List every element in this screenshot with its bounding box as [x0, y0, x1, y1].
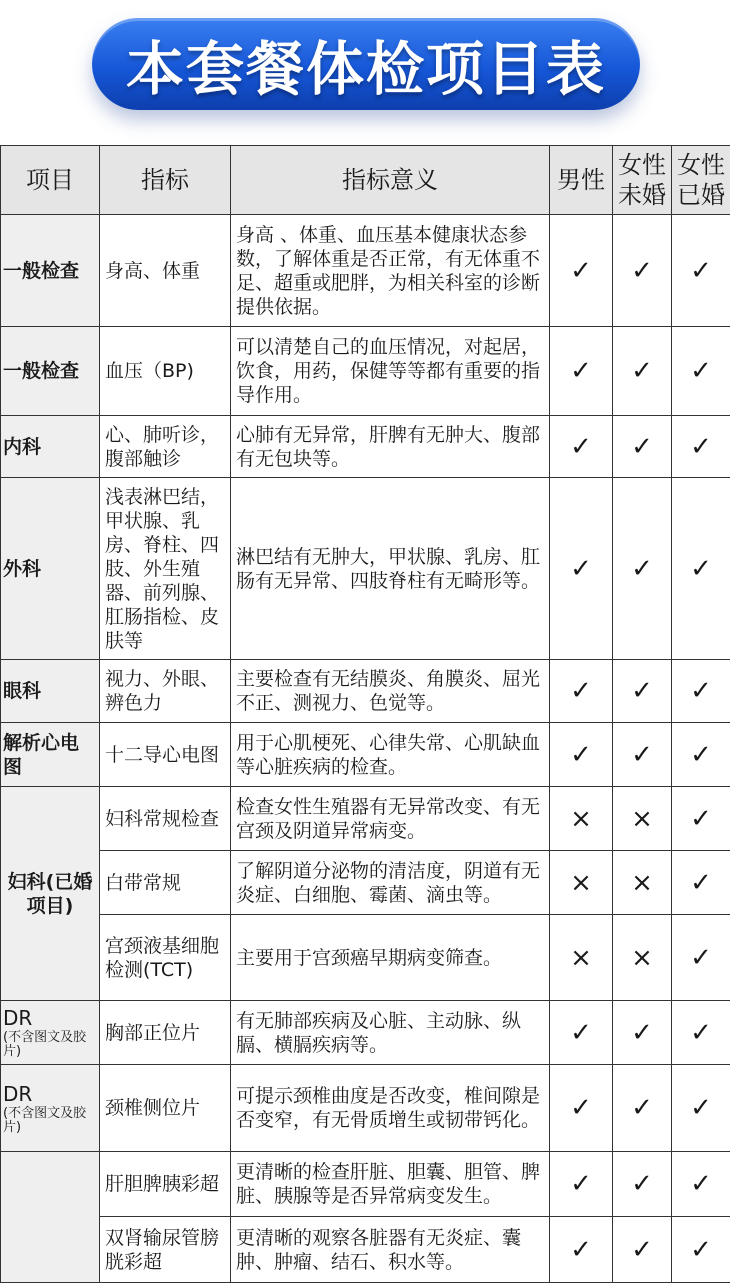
female-single-mark: × — [613, 851, 672, 915]
row-meaning: 可以清楚自己的血压情况，对起居，饮食，用药，保健等等都有重要的指导作用。 — [231, 327, 550, 416]
header-indicator: 指标 — [100, 146, 231, 215]
dr-label: DR — [3, 1006, 32, 1030]
row-category: 妇科(已婚项目) — [1, 787, 100, 1001]
female-married-mark: ✓ — [672, 851, 730, 915]
female-single-mark: ✓ — [613, 1065, 672, 1152]
male-mark: ✓ — [550, 416, 613, 478]
row-meaning: 身高 、体重、血压基本健康状态参数，了解体重是否正常，有无体重不足、超重或肥胖，为相关科室的诊断提供依据。 — [231, 215, 550, 327]
male-mark: ✓ — [550, 1065, 613, 1152]
male-mark: ✓ — [550, 478, 613, 660]
row-indicator: 白带常规 — [100, 851, 231, 915]
male-mark: ✓ — [550, 215, 613, 327]
male-mark: ✓ — [550, 1217, 613, 1283]
row-indicator: 胸部正位片 — [100, 1001, 231, 1065]
row-indicator: 肝胆脾胰彩超 — [100, 1152, 231, 1217]
row-meaning: 更清晰的观察各脏器有无炎症、囊肿、肿瘤、结石、积水等。 — [231, 1217, 550, 1283]
table-row — [1, 1065, 730, 1152]
row-indicator: 十二导心电图 — [100, 723, 231, 787]
row-meaning: 检查女性生殖器有无异常改变、有无宫颈及阴道异常病变。 — [231, 787, 550, 851]
row-indicator: 妇科常规检查 — [100, 787, 231, 851]
table-row — [1, 1217, 730, 1283]
header-male: 男性 — [550, 146, 613, 215]
table-row — [1, 723, 730, 787]
table-row — [1, 1152, 730, 1217]
table-row — [1, 851, 730, 915]
header-female-single: 女性未婚 — [613, 146, 672, 215]
row-meaning: 更清晰的检查肝脏、胆囊、胆管、脾脏、胰腺等是否异常病变发生。 — [231, 1152, 550, 1217]
female-single-mark: × — [613, 787, 672, 851]
table-header-row — [1, 146, 730, 215]
male-mark: ✓ — [550, 327, 613, 416]
table-row — [1, 478, 730, 660]
table-row — [1, 327, 730, 416]
row-indicator: 视力、外眼、辨色力 — [100, 660, 231, 723]
row-meaning: 主要检查有无结膜炎、角膜炎、屈光不正、测视力、色觉等。 — [231, 660, 550, 723]
female-single-mark: ✓ — [613, 327, 672, 416]
female-married-mark: ✓ — [672, 723, 730, 787]
female-married-mark: ✓ — [672, 915, 730, 1001]
dr-note: (不含图文及胶片) — [3, 1031, 97, 1059]
header-item: 项目 — [1, 146, 100, 215]
row-indicator: 宫颈液基细胞检测(TCT) — [100, 915, 231, 1001]
female-married-mark: ✓ — [672, 787, 730, 851]
row-category: 解析心电图 — [1, 723, 100, 787]
row-category: 外科 — [1, 478, 100, 660]
male-mark: ✓ — [550, 723, 613, 787]
male-mark: × — [550, 851, 613, 915]
row-category: 内科 — [1, 416, 100, 478]
female-single-mark: ✓ — [613, 1217, 672, 1283]
row-category: 一般检查 — [1, 215, 100, 327]
title-pill — [92, 18, 640, 110]
female-married-mark: ✓ — [672, 416, 730, 478]
row-category: 眼科 — [1, 660, 100, 723]
row-meaning: 用于心肌梗死、心律失常、心肌缺血等心脏疾病的检查。 — [231, 723, 550, 787]
female-single-mark: ✓ — [613, 1001, 672, 1065]
page-title: 本套餐体检项目表 — [126, 22, 606, 106]
row-indicator: 心、肺听诊，腹部触诊 — [100, 416, 231, 478]
dr-label: DR — [3, 1082, 32, 1106]
table-row — [1, 660, 730, 723]
female-single-mark: ✓ — [613, 215, 672, 327]
female-single-mark: ✓ — [613, 1152, 672, 1217]
table-row — [1, 215, 730, 327]
female-married-mark: ✓ — [672, 1152, 730, 1217]
table-row — [1, 915, 730, 1001]
table-row — [1, 1001, 730, 1065]
male-mark: ✓ — [550, 1152, 613, 1217]
header-female-married: 女性已婚 — [672, 146, 730, 215]
male-mark: ✓ — [550, 660, 613, 723]
female-married-mark: ✓ — [672, 1001, 730, 1065]
female-married-mark: ✓ — [672, 1065, 730, 1152]
row-indicator: 身高、体重 — [100, 215, 231, 327]
female-single-mark: ✓ — [613, 660, 672, 723]
female-married-mark: ✓ — [672, 327, 730, 416]
row-indicator: 双肾输尿管膀胱彩超 — [100, 1217, 231, 1283]
row-category: 一般检查 — [1, 327, 100, 416]
female-single-mark: × — [613, 915, 672, 1001]
row-meaning: 主要用于宫颈癌早期病变筛查。 — [231, 915, 550, 1001]
row-meaning: 有无肺部疾病及心脏、主动脉、纵膈、横膈疾病等。 — [231, 1001, 550, 1065]
female-married-mark: ✓ — [672, 215, 730, 327]
title-banner — [0, 0, 730, 145]
male-mark: ✓ — [550, 1001, 613, 1065]
row-meaning: 淋巴结有无肿大，甲状腺、乳房、肛肠有无异常、四肢脊柱有无畸形等。 — [231, 478, 550, 660]
male-mark: × — [550, 915, 613, 1001]
dr-note: (不含图文及胶片) — [3, 1107, 97, 1135]
row-meaning: 心肺有无异常，肝脾有无肿大、腹部有无包块等。 — [231, 416, 550, 478]
female-married-mark: ✓ — [672, 1217, 730, 1283]
exam-items-table — [0, 145, 730, 1283]
row-indicator: 颈椎侧位片 — [100, 1065, 231, 1152]
female-single-mark: ✓ — [613, 478, 672, 660]
female-single-mark: ✓ — [613, 723, 672, 787]
row-meaning: 了解阴道分泌物的清洁度，阴道有无炎症、白细胞、霉菌、滴虫等。 — [231, 851, 550, 915]
table-row — [1, 416, 730, 478]
row-meaning: 可提示颈椎曲度是否改变，椎间隙是否变窄，有无骨质增生或韧带钙化。 — [231, 1065, 550, 1152]
row-indicator: 浅表淋巴结，甲状腺、乳房、脊柱、四肢、外生殖器、前列腺、肛肠指检、皮肤等 — [100, 478, 231, 660]
female-married-mark: ✓ — [672, 478, 730, 660]
header-meaning: 指标意义 — [231, 146, 550, 215]
row-indicator: 血压（BP) — [100, 327, 231, 416]
table-row — [1, 787, 730, 851]
row-category — [1, 1065, 100, 1152]
female-married-mark: ✓ — [672, 660, 730, 723]
male-mark: × — [550, 787, 613, 851]
row-category — [1, 1001, 100, 1065]
female-single-mark: ✓ — [613, 416, 672, 478]
row-category — [1, 1152, 100, 1283]
